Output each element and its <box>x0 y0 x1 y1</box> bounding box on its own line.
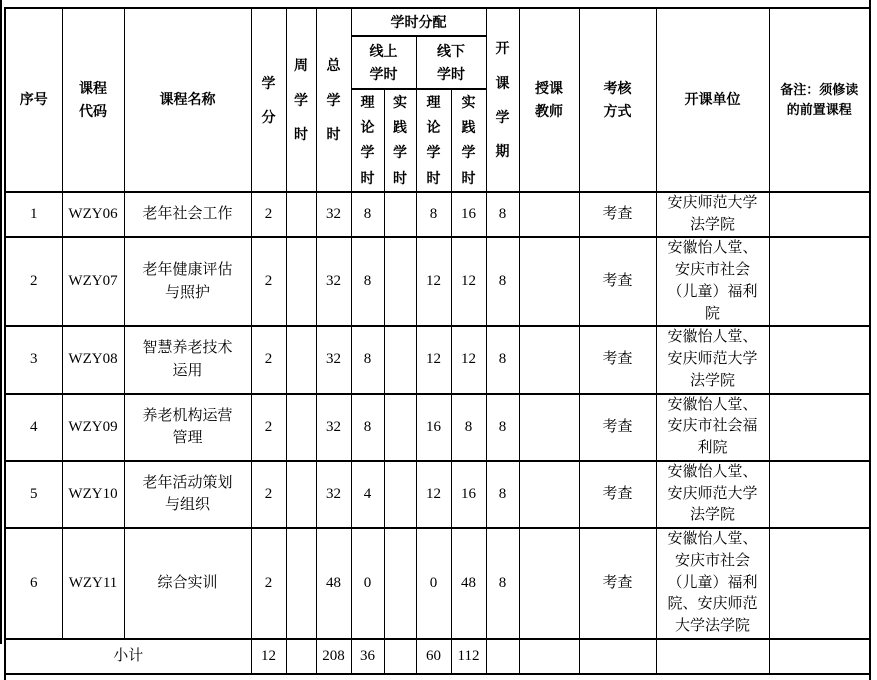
cell-online-theory: 4 <box>351 461 384 528</box>
cell-offline-practice: 48 <box>451 528 486 639</box>
cell-remark <box>769 326 870 393</box>
cell-assessment: 考查 <box>579 461 656 528</box>
col-header-code <box>62 8 124 192</box>
cell-weekly-hours <box>286 237 316 326</box>
cell-offline-theory: 12 <box>416 326 451 393</box>
cell-weekly-hours <box>286 394 316 461</box>
col-header-online-hours-label: 线上学时 <box>369 43 398 82</box>
col-header-total-hours-label: 总学时 <box>326 57 341 143</box>
header-row-1 <box>5 8 870 36</box>
col-header-assessment <box>579 8 656 192</box>
cell-code: WZY07 <box>62 237 124 326</box>
cell-online-practice <box>384 326 416 393</box>
cell-semester: 8 <box>486 237 519 326</box>
cell-seq: 3 <box>5 326 62 393</box>
col-header-offline-theory-label: 理论学时 <box>426 94 441 186</box>
cell-unit: 安徽怡人堂、安庆市社会（儿童）福利院、安庆师范大学法学院 <box>656 528 769 639</box>
cell-weekly-hours <box>286 528 316 639</box>
col-header-teacher <box>519 8 579 192</box>
cell-total-hours: 32 <box>316 326 351 393</box>
cell-remark <box>769 192 870 238</box>
col-header-offline-theory <box>416 89 451 192</box>
subtotal-credit: 12 <box>251 639 286 674</box>
cell-unit: 安庆师范大学法学院 <box>656 192 769 238</box>
cell-online-theory: 0 <box>351 528 384 639</box>
curriculum-table <box>4 7 871 680</box>
col-header-semester <box>486 8 519 192</box>
cell-offline-practice: 12 <box>451 326 486 393</box>
col-header-online-practice-label: 实践学时 <box>393 94 407 186</box>
cell-course-name: 智慧养老技术运用 <box>124 326 251 393</box>
col-header-online-theory <box>351 89 384 192</box>
cell-credit: 2 <box>251 326 286 393</box>
subtotal-weekly-hours <box>286 639 316 674</box>
cell-online-theory: 8 <box>351 394 384 461</box>
cutoff-row <box>5 674 870 680</box>
col-header-teacher-label: 授课教师 <box>535 80 563 119</box>
cell-weekly-hours <box>286 192 316 238</box>
col-header-online-practice <box>384 89 416 192</box>
cell-offline-practice: 12 <box>451 237 486 326</box>
cell-remark <box>769 237 870 326</box>
cell-course-name: 老年健康评估与照护 <box>124 237 251 326</box>
table-row <box>5 528 870 639</box>
cell-online-practice <box>384 192 416 238</box>
cell-teacher <box>519 394 579 461</box>
cell-semester: 8 <box>486 394 519 461</box>
col-header-offline-practice-label: 实践学时 <box>461 94 476 186</box>
cell-course-name: 老年活动策划与组织 <box>124 461 251 528</box>
cell-online-practice <box>384 528 416 639</box>
col-header-offline-hours <box>416 36 486 89</box>
cell-teacher <box>519 237 579 326</box>
col-header-hours-allocation-label: 学时分配 <box>390 13 447 30</box>
cell-assessment: 考查 <box>579 394 656 461</box>
cell-code: WZY11 <box>62 528 124 639</box>
cell-online-practice <box>384 394 416 461</box>
subtotal-assessment <box>579 639 656 674</box>
cell-teacher <box>519 326 579 393</box>
cell-course-name: 老年社会工作 <box>124 192 251 238</box>
cell-online-practice <box>384 237 416 326</box>
col-header-seq <box>5 8 62 192</box>
subtotal-unit <box>656 639 769 674</box>
cell-seq: 4 <box>5 394 62 461</box>
col-header-remark-label: 备注：须修读的前置课程 <box>780 81 859 117</box>
subtotal-online-theory: 36 <box>351 639 384 674</box>
cell-total-hours: 32 <box>316 192 351 238</box>
cell-total-hours: 32 <box>316 394 351 461</box>
cell-code: WZY06 <box>62 192 124 238</box>
cell-code: WZY09 <box>62 394 124 461</box>
cell-remark <box>769 394 870 461</box>
table-row <box>5 192 870 238</box>
col-header-weekly-hours <box>286 8 316 192</box>
subtotal-semester <box>486 639 519 674</box>
cell-seq: 2 <box>5 237 62 326</box>
col-header-online-hours <box>351 36 416 89</box>
cell-seq: 1 <box>5 192 62 238</box>
cell-assessment: 考查 <box>579 237 656 326</box>
table-row <box>5 394 870 461</box>
cell-online-theory: 8 <box>351 326 384 393</box>
col-header-weekly-hours-label: 周学时 <box>294 57 308 143</box>
cell-weekly-hours <box>286 461 316 528</box>
cell-unit: 安徽怡人堂、安庆市社会（儿童）福利院 <box>656 237 769 326</box>
subtotal-teacher <box>519 639 579 674</box>
cell-unit: 安徽怡人堂、安庆师范大学法学院 <box>656 326 769 393</box>
table-row <box>5 326 870 393</box>
cell-offline-theory: 12 <box>416 461 451 528</box>
cell-course-name: 养老机构运营管理 <box>124 394 251 461</box>
cell-course-name: 综合实训 <box>124 528 251 639</box>
cell-semester: 8 <box>486 528 519 639</box>
col-header-total-hours <box>316 8 351 192</box>
cell-offline-theory: 12 <box>416 237 451 326</box>
cell-assessment: 考查 <box>579 528 656 639</box>
cell-semester: 8 <box>486 192 519 238</box>
col-header-hours-allocation <box>351 8 486 36</box>
page-left-rule <box>0 0 2 644</box>
cell-online-theory: 8 <box>351 192 384 238</box>
cell-remark <box>769 528 870 639</box>
col-header-offline-practice <box>451 89 486 192</box>
cell-credit: 2 <box>251 394 286 461</box>
cell-unit: 安徽怡人堂、安庆市社会福利院 <box>656 394 769 461</box>
cell-offline-theory: 16 <box>416 394 451 461</box>
cutoff-row-cell <box>5 674 870 680</box>
cell-seq: 6 <box>5 528 62 639</box>
cell-offline-theory: 0 <box>416 528 451 639</box>
cell-unit: 安徽怡人堂、安庆师范大学法学院 <box>656 461 769 528</box>
table-row <box>5 237 870 326</box>
subtotal-remark <box>769 639 870 674</box>
cell-offline-practice: 16 <box>451 461 486 528</box>
col-header-online-theory-label: 理论学时 <box>360 94 375 186</box>
col-header-semester-label: 开课学期 <box>495 40 510 160</box>
cell-credit: 2 <box>251 237 286 326</box>
col-header-credit <box>251 8 286 192</box>
cell-teacher <box>519 192 579 238</box>
col-header-name-label: 课程名称 <box>159 91 216 108</box>
cell-semester: 8 <box>486 461 519 528</box>
col-header-credit-label: 学分 <box>261 74 276 125</box>
cell-credit: 2 <box>251 461 286 528</box>
subtotal-label: 小计 <box>5 639 251 674</box>
subtotal-total-hours: 208 <box>316 639 351 674</box>
cell-offline-practice: 16 <box>451 192 486 238</box>
cell-teacher <box>519 528 579 639</box>
table-row <box>5 461 870 528</box>
cell-total-hours: 32 <box>316 237 351 326</box>
col-header-unit <box>656 8 769 192</box>
col-header-assessment-label: 考核方式 <box>603 80 632 119</box>
cell-total-hours: 48 <box>316 528 351 639</box>
cell-seq: 5 <box>5 461 62 528</box>
cell-assessment: 考查 <box>579 192 656 238</box>
col-header-remark <box>769 8 870 192</box>
col-header-code-label: 课程代码 <box>79 80 107 119</box>
cell-weekly-hours <box>286 326 316 393</box>
col-header-seq-label: 序号 <box>19 91 48 108</box>
cell-assessment: 考查 <box>579 326 656 393</box>
cell-online-practice <box>384 461 416 528</box>
cell-total-hours: 32 <box>316 461 351 528</box>
cell-credit: 2 <box>251 528 286 639</box>
subtotal-offline-theory: 60 <box>416 639 451 674</box>
cell-code: WZY10 <box>62 461 124 528</box>
subtotal-online-practice <box>384 639 416 674</box>
col-header-offline-hours-label: 线下学时 <box>437 43 465 82</box>
cell-teacher <box>519 461 579 528</box>
cell-online-theory: 8 <box>351 237 384 326</box>
subtotal-offline-practice: 112 <box>451 639 486 674</box>
col-header-unit-label: 开课单位 <box>684 91 741 108</box>
cell-code: WZY08 <box>62 326 124 393</box>
subtotal-row <box>5 639 870 674</box>
cell-offline-practice: 8 <box>451 394 486 461</box>
col-header-name <box>124 8 251 192</box>
cell-credit: 2 <box>251 192 286 238</box>
cell-semester: 8 <box>486 326 519 393</box>
cell-offline-theory: 8 <box>416 192 451 238</box>
cell-remark <box>769 461 870 528</box>
